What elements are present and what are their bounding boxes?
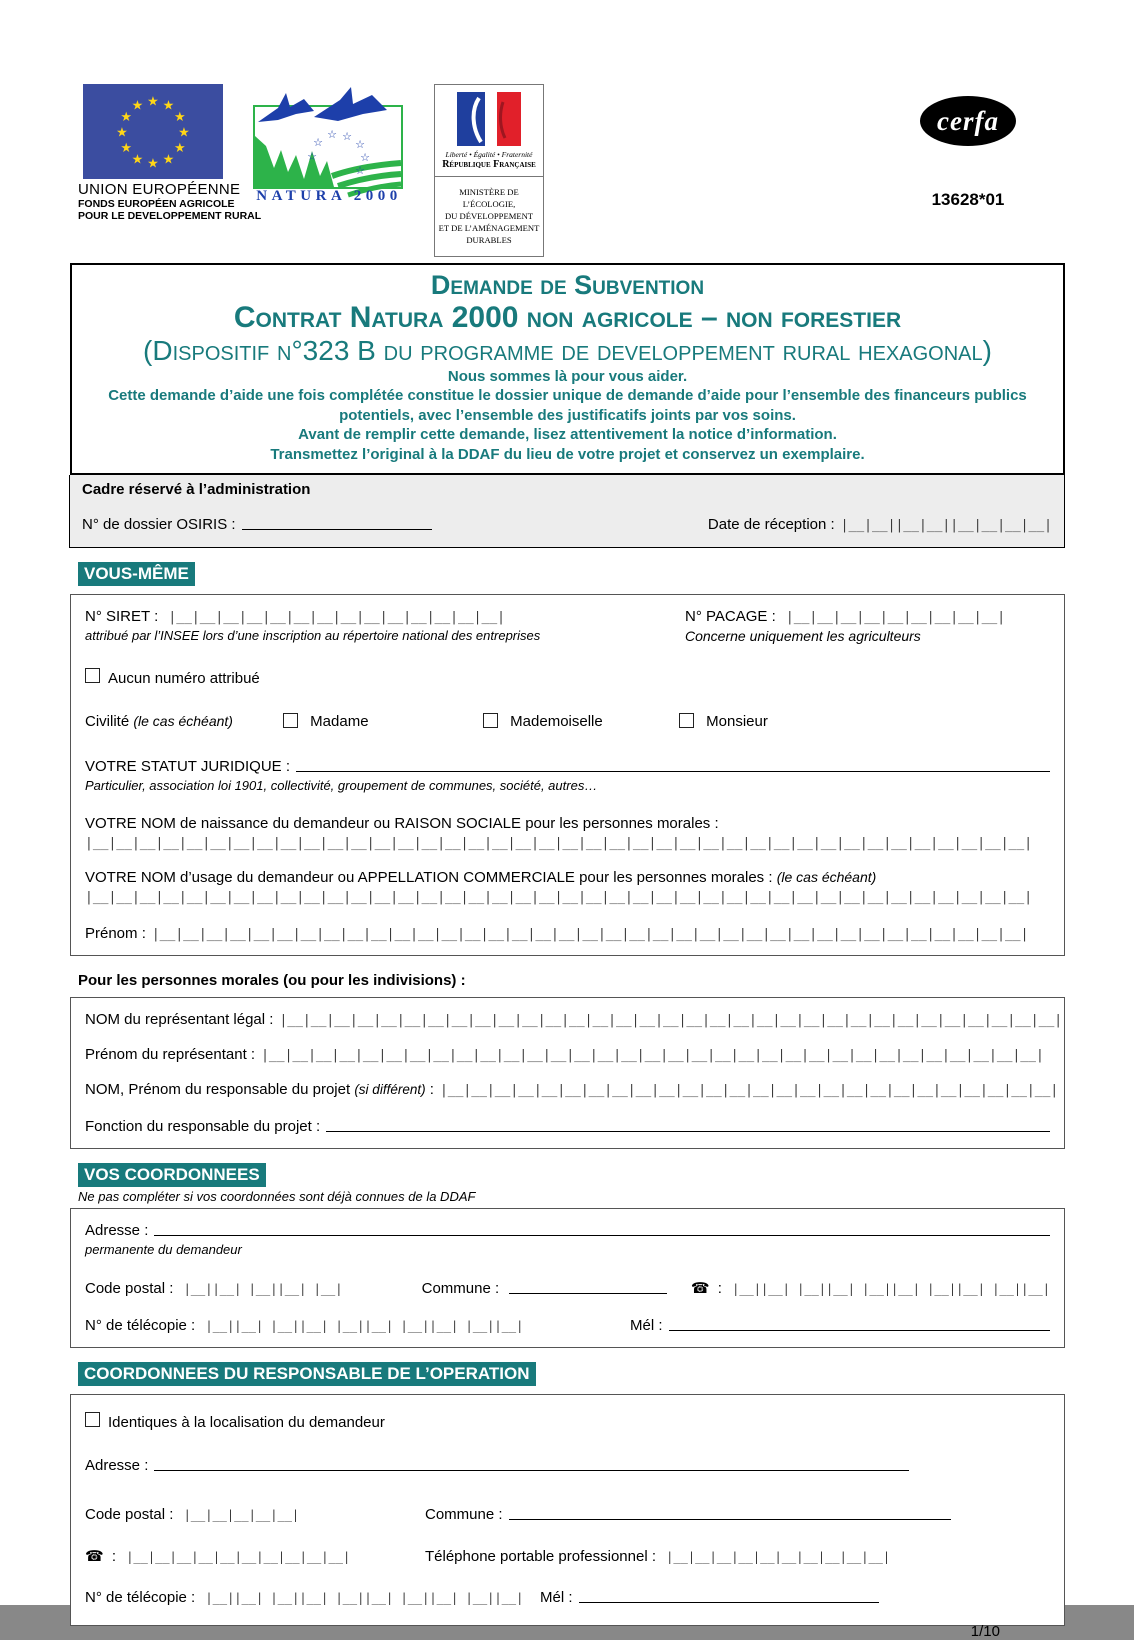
siret-input[interactable]: |__|__|__|__|__|__|__|__|__|__|__|__|__|__| [168,610,505,625]
colon: : [717,1280,722,1297]
civility-note: (le cas échéant) [133,713,233,729]
prenom-label: Prénom : [85,925,146,942]
help-line: Transmettez l’original à la DDAF du lieu de votre projet et conservez un exemplaire. [270,445,865,463]
natura-star-icon: ☆ [342,130,352,143]
checkbox-mademoiselle[interactable] [483,713,498,728]
checkbox-monsieur[interactable] [679,713,694,728]
adresse-responsable-label: Adresse : [85,1457,149,1474]
help-line: Cette demande d’aide une fois complétée constitue le dossier unique de demande d’aide pour l’ensemble des financeurs publics potentiels, avec l’ensemble des justificatifs joints par vos soins. [108,387,1027,424]
ministry-line: DU DÉVELOPPEMENT [444,211,534,222]
section-header-vous-meme: VOUS-MÊME [78,562,195,586]
eu-star-icon: ★ [131,98,144,114]
ministry-name [435,177,543,256]
siret-group [85,608,685,643]
portable-input[interactable]: |__|__|__|__|__|__|__|__|__|__| [666,1550,891,1564]
code-postal-label: Code postal : [85,1280,174,1297]
commune-input[interactable] [509,1281,667,1294]
civility-label [85,713,283,730]
natura-star-icon: ☆ [355,138,365,151]
natura-2000-icon [250,84,408,202]
adresse-label: Adresse : [85,1222,149,1239]
eu-star-icon: ★ [162,98,175,114]
civility-word: Civilité [85,713,130,730]
telecopie-responsable-input[interactable]: |__||__| |__||__| |__||__| |__||__| |__||__| [205,1591,524,1605]
checkbox-identiques[interactable] [85,1412,100,1427]
responsable-projet-label [85,1081,434,1098]
statut-juridique-label: VOTRE STATUT JURIDIQUE : [85,758,291,775]
eu-star-icon: ★ [116,125,128,141]
phone-icon: ☎ [690,1280,710,1297]
telephone-responsable-input[interactable]: |__|__|__|__|__|__|__|__|__|__| [126,1550,351,1564]
responsable-projet-text: NOM, Prénom du responsable du projet [85,1081,351,1098]
eu-caption-sub: FONDS EUROPÉEN AGRICOLE [78,198,235,210]
eu-flag-icon [83,84,223,179]
admin-reserved-box [69,475,1065,548]
telecopie-label: N° de télécopie : [85,1317,196,1334]
help-line: Nous sommes là pour vous aider. [447,367,688,385]
aucun-numero-label: Aucun numéro attribué [108,670,260,687]
pacage-group [685,608,1005,644]
ministry-line: DURABLES [466,235,512,246]
natura-star-icon: ☆ [307,150,317,163]
eu-star-icon: ★ [162,152,175,168]
adresse-responsable-input[interactable] [154,1458,909,1471]
nom-usage-label: VOTRE NOM d’usage du demandeur ou APPELLATION COMMERCIALE pour les personnes morales : [85,869,773,886]
pacage-input[interactable]: |__|__|__|__|__|__|__|__|__| [785,610,1006,625]
cerfa-ellipse-icon [920,96,1016,146]
identiques-label: Identiques à la localisation du demandeur [108,1414,385,1431]
form-title-line3: (Dispositif n°323 B du programme de developpement rural hexagonal) [143,334,992,366]
cerfa-wordmark: cerfa [937,105,999,136]
reception-date-input[interactable]: |__|__||__|__||__|__|__|__| [840,518,1052,533]
marianne-flag-icon [457,92,521,146]
commune-responsable-label: Commune : [425,1506,503,1523]
eu-star-icon: ★ [120,141,133,156]
natura-star-icon: ☆ [313,136,323,149]
statut-juridique-input[interactable] [296,759,1050,772]
pacage-label: N° PACAGE : [685,608,776,625]
monsieur-label: Monsieur [706,713,768,730]
representant-legal-label: NOM du représentant légal : [85,1011,274,1028]
mel-input[interactable] [669,1318,1050,1331]
admin-box-title: Cadre réservé à l’administration [82,481,311,498]
page-number: 1/10 [970,1623,1000,1640]
checkbox-madame[interactable] [283,713,298,728]
mel-label: Mél : [630,1317,663,1334]
osiris-input[interactable] [242,517,432,530]
code-postal-input[interactable]: |__||__| |__||__| |__| [183,1282,343,1296]
commune-responsable-input[interactable] [509,1507,951,1520]
natura-wordmark: NATURA 2000 [256,188,402,204]
mel-responsable-label: Mél : [540,1589,573,1606]
fonction-responsable-input[interactable] [326,1119,1050,1132]
code-postal-responsable-input[interactable]: |__|__|__|__|__| [183,1508,300,1522]
colon: : [111,1548,117,1565]
natura-star-icon: ☆ [327,128,337,141]
section-header-responsable: COORDONNEES DU RESPONSABLE DE L’OPERATION [78,1362,536,1386]
prenom-input[interactable]: |__|__|__|__|__|__|__|__|__|__|__|__|__|__|__|__|__|__|__|__|__|__|__|__|__|__|__|__|__|__|__|__|__|__|__|__|__| [151,927,1029,942]
telecopie-input[interactable]: |__||__| |__||__| |__||__| |__||__| |__||__| [205,1319,524,1333]
ministry-line: MINISTÈRE DE L’ÉCOLOGIE, [459,187,519,210]
fonction-responsable-label: Fonction du responsable du projet : [85,1118,321,1135]
republique-francaise: République Française [442,159,536,170]
prenom-representant-label: Prénom du représentant : [85,1046,256,1063]
eu-star-icon: ★ [120,110,133,125]
eu-star-icon: ★ [131,152,144,168]
ministry-line: ET DE L’AMÉNAGEMENT [438,223,540,234]
help-line: Avant de remplir cette demande, lisez attentivement la notice d’information. [298,426,837,443]
title-box [70,263,1065,475]
pacage-note: Concerne uniquement les agriculteurs [685,628,921,644]
portable-label: Téléphone portable professionnel : [425,1548,656,1565]
responsable-projet-input[interactable]: |__|__|__|__|__|__|__|__|__|__|__|__|__|__|__|__|__|__|__|__|__|__|__|__|__|__| [439,1083,1059,1098]
representant-legal-input[interactable]: |__|__|__|__|__|__|__|__|__|__|__|__|__|__|__|__|__|__|__|__|__|__|__|__|__|__|__|__|__|__|__|__|__| [279,1013,1063,1028]
mademoiselle-label: Mademoiselle [510,713,603,730]
morales-box [70,997,1065,1149]
code-postal-responsable-label: Code postal : [85,1506,174,1523]
siret-label: N° SIRET : [85,608,159,625]
siret-note: attribué par l’INSEE lors d’une inscription au répertoire national des entreprises [85,628,541,643]
vous-meme-box [70,594,1065,956]
natura-2000-logo [250,84,408,207]
adresse-input[interactable] [154,1223,1050,1236]
madame-label: Madame [310,713,369,730]
eu-star-icon: ★ [173,110,186,125]
mel-responsable-input[interactable] [579,1590,879,1603]
reception-date-label: Date de réception : [707,516,835,533]
telephone-input[interactable]: |__||__| |__||__| |__||__| |__||__| |__||__| [732,1282,1050,1296]
telecopie-responsable-label: N° de télécopie : [85,1589,196,1606]
adresse-note: permanente du demandeur [85,1242,242,1257]
nom-usage-label-row [85,869,1050,886]
header-logos [0,0,1134,257]
statut-juridique-note: Particulier, association loi 1901, collectivité, groupement de communes, société, autres… [85,778,598,793]
nom-naissance-input[interactable]: |__|__|__|__|__|__|__|__|__|__|__|__|__|__|__|__|__|__|__|__|__|__|__|__|__|__|__|__|__|__|__|__|__|__|__|__|__|__|__|__| [85,836,1033,851]
checkbox-aucun-numero[interactable] [85,668,100,683]
eu-caption-sub: POUR LE DEVELOPPEMENT RURAL [78,210,262,223]
colon: : [429,1081,434,1098]
morales-heading: Pour les personnes morales (ou pour les indivisions) : [78,972,466,989]
coordonnees-note: Ne pas compléter si vos coordonnées sont déjà connues de la DDAF [78,1189,476,1204]
ministry-logo [434,84,544,257]
motto: Liberté • Égalité • Fraternité [445,150,533,159]
natura-star-icon: ☆ [355,164,365,177]
eu-flag-logo [78,84,262,223]
responsable-projet-note: (si différent) [354,1082,426,1097]
phone-icon: ☎ [85,1548,104,1565]
osiris-label: N° de dossier OSIRIS : [82,516,236,533]
eu-caption: UNION EUROPÉENNE [78,181,241,198]
eu-star-icon: ★ [178,125,190,141]
coordonnees-box [70,1208,1065,1348]
form-title-line2: Contrat Natura 2000 non agricole – non forestier [233,301,902,335]
section-header-coordonnees: VOS COORDONNEES [78,1163,266,1187]
cerfa-logo [912,84,1024,210]
commune-label: Commune : [421,1280,500,1297]
natura-star-icon: ☆ [360,151,370,164]
eu-star-icon: ★ [147,156,159,172]
form-number: 13628*01 [931,190,1005,209]
eu-star-icon: ★ [173,141,186,156]
nom-naissance-label: VOTRE NOM de naissance du demandeur ou RAISON SOCIALE pour les personnes morales : [85,815,719,832]
form-title-line1: Demande de Subvention [430,270,705,301]
republique-francaise-block [435,85,543,177]
responsable-box [70,1394,1065,1626]
eu-star-icon: ★ [147,94,159,110]
nom-usage-input[interactable]: |__|__|__|__|__|__|__|__|__|__|__|__|__|__|__|__|__|__|__|__|__|__|__|__|__|__|__|__|__|__|__|__|__|__|__|__|__|__|__|__| [85,890,1033,905]
prenom-representant-input[interactable]: |__|__|__|__|__|__|__|__|__|__|__|__|__|__|__|__|__|__|__|__|__|__|__|__|__|__|__|__|__|__|__|__|__| [261,1048,1044,1063]
nom-usage-note: (le cas échéant) [776,869,877,885]
